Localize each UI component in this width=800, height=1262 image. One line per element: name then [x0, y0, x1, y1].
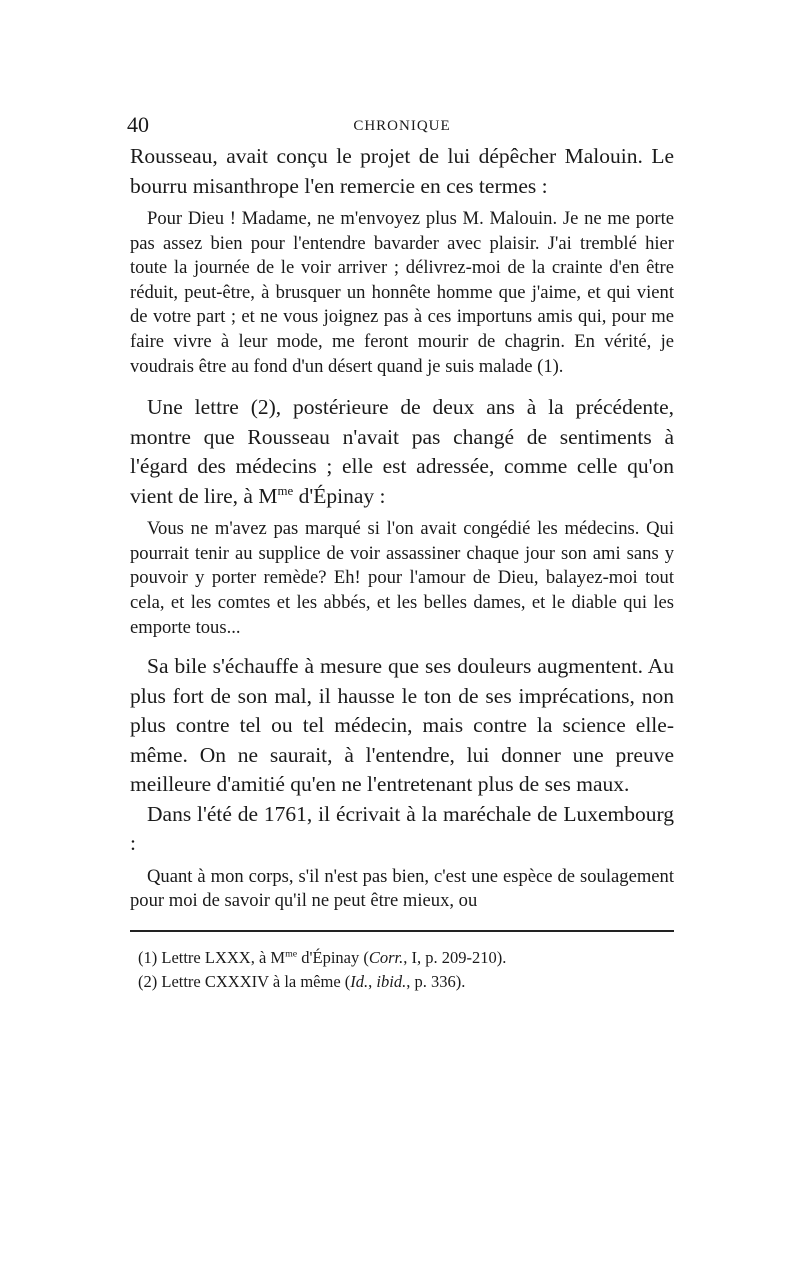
footnote-1-italic: Corr. — [368, 947, 404, 967]
footnote-divider — [130, 930, 674, 932]
paragraph-4: Dans l'été de 1761, il écrivait à la maréchale de Luxembourg : — [130, 801, 674, 856]
footnote-2-text: (2) Lettre CXXXIV à la même ( — [138, 971, 351, 991]
footnote-2-italic-2: ibid. — [376, 971, 407, 991]
running-title: CHRONIQUE — [353, 118, 451, 134]
paragraph-3: Sa bile s'échauffe à mesure que ses douleurs augmentent. Au plus fort de son mal, il hausse le ton de ses imprécations, non plus contre tel ou tel médecin, mais contre la science elle-même. On ne saurait, à l'entendre, lui donner une preuve meilleure d'amitié qu'en ne l'entretenant plus de ses maux. — [130, 654, 674, 797]
quote-1: Pour Dieu ! Madame, ne m'envoyez plus M. Malouin. Je ne me porte pas assez bien pour l'entendre bavarder avec plaisir. J'ai tremblé hier toute la journée de le voir arriver ; délivrez-moi de la crainte d'en être réduit, peut-être, à brusquer un honnête homme que j'aime, et qui vient de votre part ; et ne vous joignez pas à ces importuns amis qui, pour me faire vivre à leur mode, me feront mourir de chagrin. En vérité, je voudrais être au fond d'un désert quand je suis malade (1). — [130, 208, 674, 377]
paragraph-2-end: d'Épinay : — [293, 483, 386, 508]
running-header — [127, 112, 674, 142]
page-number: 40 — [127, 112, 149, 137]
paragraph-1: Rousseau, avait conçu le projet de lui dépêcher Malouin. Le bourru misanthrope l'en remercie en ces termes : — [130, 144, 674, 198]
footnote-2-italic-1: Id. — [350, 971, 369, 991]
footnotes — [130, 946, 674, 994]
footnote-1-text: (1) Lettre LXXX, à M — [138, 947, 286, 967]
book-page — [127, 112, 674, 994]
footnote-2-text-c: , p. 336). — [406, 971, 466, 991]
quote-3: Quant à mon corps, s'il n'est pas bien, c'est une espèce de soulagement pour moi de savoir qu'il ne peut être mieux, ou — [130, 865, 674, 912]
footnote-2-text-b: , — [368, 971, 377, 991]
footnote-1 — [138, 946, 674, 970]
footnote-2 — [138, 970, 674, 994]
quote-2: Vous ne m'avez pas marqué si l'on avait congédié les médecins. Qui pourrait tenir au supplice de voir assassiner chaque jour son ami sans y pouvoir y porter remède? Eh! pour l'amour de Dieu, balayez-moi tout cela, et les comtes et les abbés, et les belles dames, et le diable qui les emporte tous... — [130, 518, 674, 638]
footnote-1-text-b: d'Épinay ( — [297, 947, 369, 967]
paragraph-2 — [130, 393, 674, 511]
paragraph-2-sup: me — [277, 483, 294, 498]
footnote-1-text-c: , I, p. 209-210). — [403, 947, 507, 967]
paragraph-2-text: Une lettre (2), postérieure de deux ans à la précédente, montre que Rousseau n'avait pas changé de sentiments à l'égard des médecins ; elle est adressée, comme celle qu'on vient de lire, à M — [130, 395, 674, 508]
footnote-1-sup: me — [285, 948, 298, 960]
